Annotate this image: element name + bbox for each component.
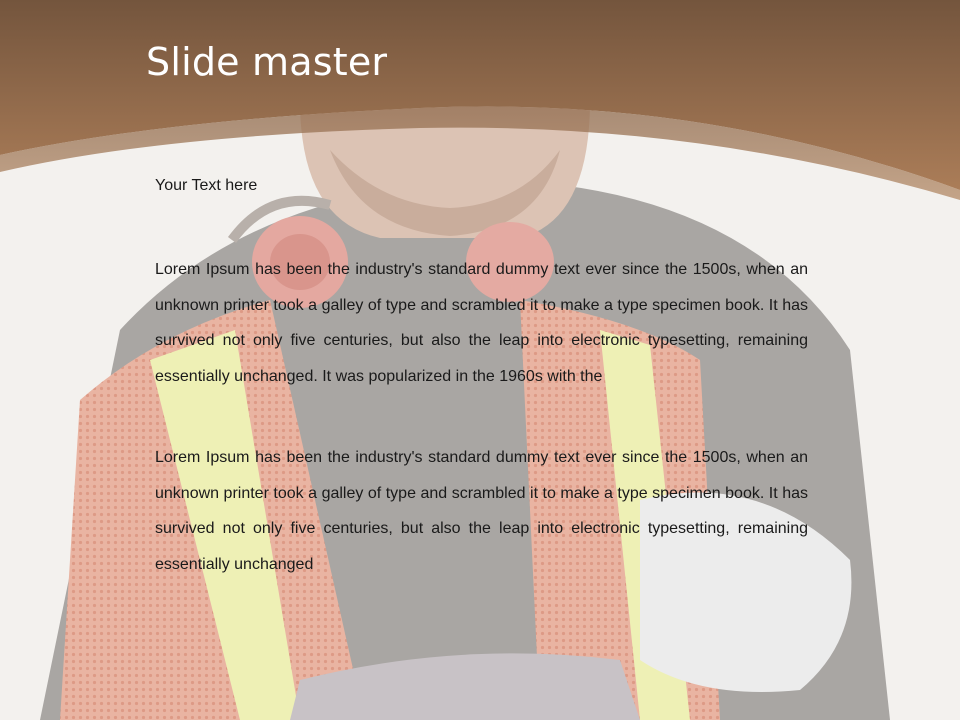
header-band (0, 0, 960, 200)
slide-title: Slide master (146, 40, 388, 84)
slide-body (155, 172, 808, 628)
intro-text: Your Text here (155, 177, 258, 194)
body-paragraph-1: Lorem Ipsum has been the industry's standard dummy text ever since the 1500s, when an unknown printer took a galley of type and scrambled it to make a type specimen book. It has survived not only five centuries, but also the leap into electronic typesetting, remaining essentially unchanged. It was popularized in the 1960s with the (155, 261, 808, 385)
body-paragraph-2: Lorem Ipsum has been the industry's standard dummy text ever since the 1500s, when an unknown printer took a galley of type and scrambled it to make a type specimen book. It has survived not only five centuries, but also the leap into electronic typesetting, remaining essentially unchanged (155, 449, 808, 573)
